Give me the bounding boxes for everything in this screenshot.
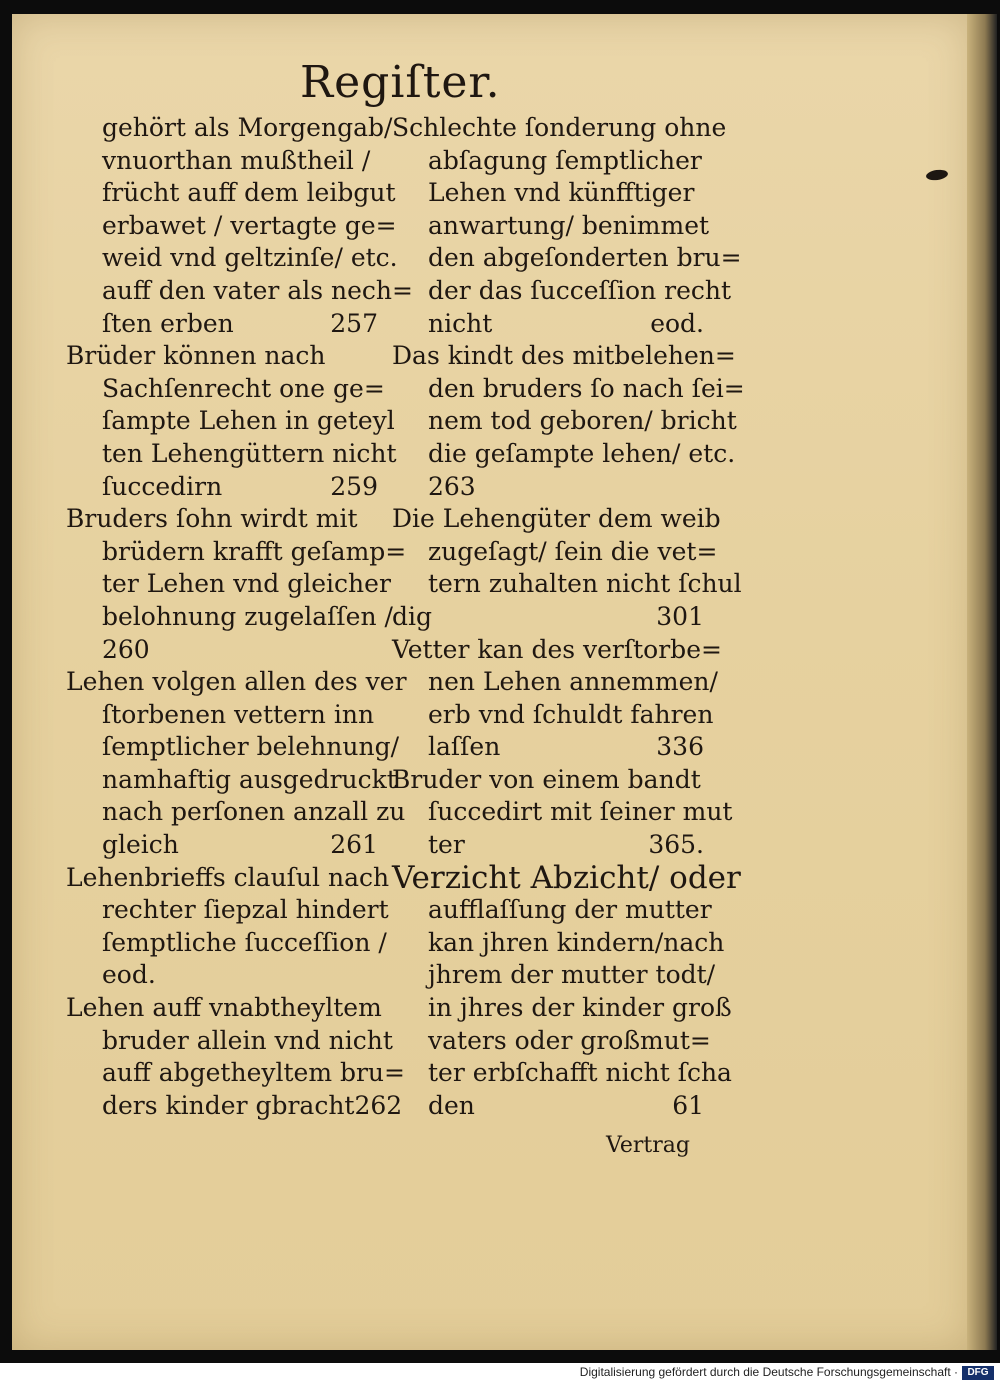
- index-line: [66, 471, 386, 504]
- index-line: [392, 959, 716, 992]
- index-line: [392, 992, 732, 1025]
- index-line-text: den: [428, 1090, 475, 1120]
- page-reference: 262: [354, 1090, 403, 1120]
- index-line-text: nem tod geboren/ bricht: [428, 406, 737, 436]
- index-line-text: in jhres der kinder groß: [428, 993, 732, 1023]
- index-line-text: bruder allein vnd nicht: [102, 1025, 393, 1055]
- index-line: [392, 177, 712, 210]
- index-line-text: Sachſenrecht one ge=: [102, 373, 385, 403]
- index-line: [392, 1090, 712, 1123]
- index-line: [66, 959, 386, 992]
- index-line-text: erb vnd ſchuldt fahren: [428, 699, 714, 729]
- index-line: [392, 829, 712, 862]
- index-line-text: ſemptlicher belehnung/: [102, 732, 400, 762]
- dfg-logo: DFG: [962, 1366, 994, 1380]
- footer-credit: Digitalisierung gefördert durch die Deutsche Forschungsgemeinschaft ·: [579, 1365, 958, 1379]
- index-line: [392, 112, 727, 145]
- index-line: [392, 275, 732, 308]
- index-line: [66, 145, 386, 178]
- index-line: [392, 894, 712, 927]
- index-line-text: rechter ſiepzal hindert: [102, 895, 389, 925]
- index-line: [392, 536, 718, 569]
- index-line: [66, 405, 395, 438]
- index-line-text: Schlechte ſonderung ohne: [392, 113, 727, 142]
- index-line: [392, 1025, 712, 1058]
- index-line-text: aufflaſſung der mutter: [428, 895, 712, 925]
- index-line-text: die geſampte lehen/ etc.: [428, 438, 736, 468]
- index-line-text: Bruder von einem bandt: [392, 764, 701, 794]
- index-line-text: ſemptliche ſucceſſion /: [102, 927, 387, 957]
- index-line-text: frücht auff dem leibgut: [102, 178, 396, 208]
- index-line: [392, 796, 733, 829]
- index-line: [392, 308, 712, 341]
- page-header: Regiſter.: [300, 57, 501, 108]
- index-line-text: nicht: [428, 308, 493, 338]
- index-line: [66, 177, 396, 210]
- index-line-text: Verzicht Abzicht/ oder: [392, 859, 741, 896]
- page-reference: eod.: [650, 308, 704, 338]
- index-line: [66, 438, 397, 471]
- index-line-text: ſtorbenen vettern inn: [102, 699, 375, 729]
- index-line-text: den abgeſonderten bru=: [428, 243, 742, 273]
- index-line-text: 260: [102, 634, 150, 664]
- index-line-text: dig: [392, 601, 433, 631]
- index-line-text: Lehen auff vnabtheyltem: [66, 993, 382, 1023]
- index-line-text: brüdern krafft geſamp=: [102, 536, 407, 566]
- page-reference: 259: [330, 471, 378, 501]
- index-line: [66, 699, 386, 732]
- index-line: [392, 503, 721, 536]
- index-line-text: erbawet / vertagte ge=: [102, 210, 397, 240]
- index-line: [392, 568, 742, 601]
- index-line: [66, 862, 390, 895]
- index-line: [66, 666, 407, 699]
- index-line-text: ders kinder gbracht: [102, 1090, 355, 1120]
- index-line-text: Vetter kan des verſtorbe=: [392, 634, 722, 664]
- index-line-text: eod.: [102, 960, 156, 990]
- index-line: [392, 471, 712, 504]
- index-line-text: der das ſucceſſion recht: [428, 275, 732, 305]
- index-line-text: ter Lehen vnd gleicher: [102, 569, 391, 599]
- index-line: [66, 373, 386, 406]
- index-line: [66, 210, 397, 243]
- footer: [0, 1363, 1000, 1384]
- index-line-text: ten Lehengüttern nicht: [102, 438, 397, 468]
- index-line: [392, 242, 742, 275]
- index-line: [66, 829, 386, 862]
- index-line-text: 263: [428, 471, 476, 501]
- index-line-text: zugeſagt/ ſein die vet=: [428, 536, 718, 566]
- index-line: [392, 731, 712, 764]
- index-line: [66, 308, 386, 341]
- index-line: [66, 927, 386, 960]
- index-line-text: nach perſonen anzall zu: [102, 797, 406, 827]
- index-line-text: abſagung ſemptlicher: [428, 145, 702, 175]
- index-line-text: den bruders ſo nach ſei=: [428, 373, 745, 403]
- index-line-text: Lehen vnd künfftiger: [428, 178, 695, 208]
- page-reference: 301: [656, 601, 704, 631]
- index-line-text: Bruders ſohn wirdt mit: [66, 504, 358, 534]
- page-edge: [967, 14, 997, 1350]
- index-line: [66, 1057, 405, 1090]
- index-line: [66, 340, 386, 373]
- index-line: [66, 764, 397, 797]
- index-line-text: auff den vater als nech=: [102, 275, 413, 305]
- index-line: [66, 112, 393, 145]
- index-line-text: Das kindt des mitbelehen=: [392, 341, 736, 371]
- index-line: [392, 699, 712, 732]
- index-line-text: auff abgetheyltem bru=: [102, 1058, 405, 1088]
- index-line-text: Brüder können nach: [66, 341, 326, 371]
- index-line-text: belohnung zugelaſſen /: [102, 601, 393, 631]
- index-line: [392, 405, 737, 438]
- index-line-text: ſten erben: [102, 308, 234, 338]
- index-line: [66, 894, 389, 927]
- index-line: [392, 634, 722, 667]
- page-reference: 61: [672, 1090, 704, 1120]
- index-line: [66, 634, 386, 667]
- index-line: [66, 601, 393, 634]
- index-line: [66, 242, 398, 275]
- index-line-text: nen Lehen annemmen/: [428, 667, 718, 697]
- index-line-text: tern zuhalten nicht ſchul: [428, 569, 742, 599]
- index-line: [392, 145, 712, 178]
- index-line-text: jhrem der mutter todt/: [428, 960, 716, 990]
- index-line-text: Die Lehengüter dem weib: [392, 504, 721, 534]
- index-line: [66, 1025, 393, 1058]
- page-reference: 365.: [648, 830, 704, 860]
- index-line: [392, 373, 745, 406]
- index-line-text: Lehen volgen allen des ver: [66, 667, 407, 697]
- index-line: [66, 503, 386, 536]
- index-line: [392, 666, 718, 699]
- index-line-text: laſſen: [428, 732, 501, 762]
- index-line-text: ter: [428, 830, 465, 860]
- index-line-text: ſuccedirn: [102, 471, 223, 501]
- index-line: [392, 764, 712, 797]
- index-line-text: ſampte Lehen in geteyl: [102, 406, 395, 436]
- index-line-text: vnuorthan mußtheil /: [102, 145, 371, 175]
- index-line-text: namhaftig ausgedruckt: [102, 764, 397, 794]
- index-line-text: gehört als Morgengab/: [102, 113, 393, 142]
- index-line: [66, 796, 406, 829]
- index-line-text: vaters oder großmut=: [428, 1025, 711, 1055]
- page-reference: 261: [330, 830, 378, 860]
- index-line-text: ter erbſchafft nicht ſcha: [428, 1058, 732, 1088]
- catchword: Vertrag: [606, 1133, 690, 1158]
- index-line: [392, 340, 736, 373]
- right-column: [392, 112, 745, 1122]
- page-reference: 336: [656, 732, 704, 762]
- index-line: [392, 210, 712, 243]
- index-line: [392, 859, 741, 896]
- page-reference: 257: [330, 308, 378, 338]
- index-line-text: anwartung/ benimmet: [428, 210, 710, 240]
- index-line: [66, 536, 407, 569]
- index-line: [66, 1090, 403, 1123]
- index-line-text: kan jhren kindern/nach: [428, 927, 725, 957]
- index-line: [66, 568, 391, 601]
- index-line: [392, 927, 725, 960]
- index-line-text: gleich: [102, 830, 179, 860]
- index-line: [66, 731, 400, 764]
- index-line: [392, 601, 712, 634]
- index-line: [392, 438, 736, 471]
- index-line: [66, 992, 386, 1025]
- index-line-text: Lehenbrieffs clauſul nach: [66, 862, 390, 892]
- index-line: [392, 1057, 732, 1090]
- index-line-text: weid vnd geltzinſe/ etc.: [102, 243, 398, 273]
- index-line-text: ſuccedirt mit ſeiner mut: [428, 797, 733, 827]
- index-line: [66, 275, 413, 308]
